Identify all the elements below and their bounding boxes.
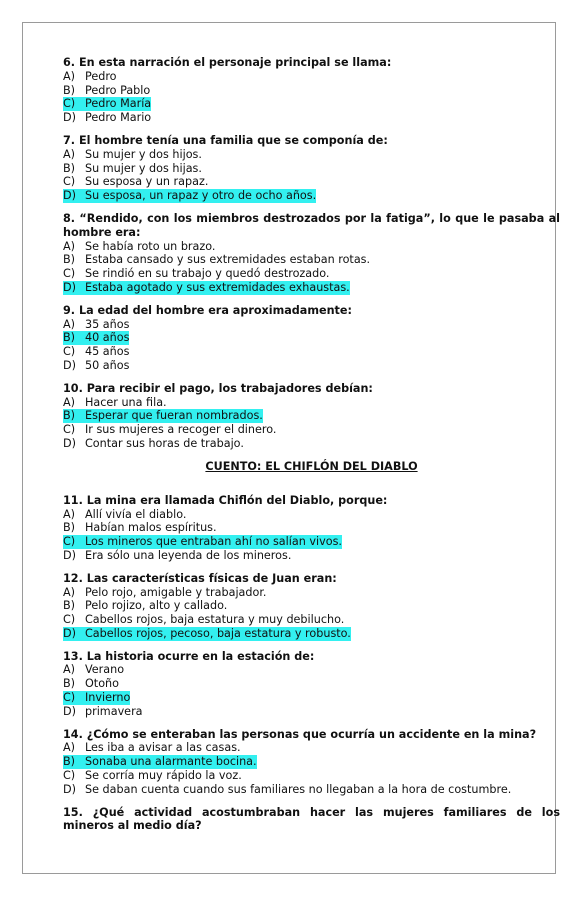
question-title [63, 212, 560, 240]
option-letter: C) [63, 613, 76, 627]
question [63, 806, 560, 834]
question-title [63, 494, 560, 508]
option-text: primavera [85, 704, 143, 718]
question [63, 212, 560, 295]
answer-option[interactable] [63, 97, 560, 111]
option-text: Se había roto un brazo. [85, 239, 216, 253]
question [63, 382, 560, 451]
answer-option[interactable] [63, 755, 560, 769]
answer-option[interactable] [63, 281, 560, 295]
answer-option[interactable] [63, 267, 560, 281]
question-title [63, 572, 560, 586]
answer-option[interactable] [63, 331, 560, 345]
option-text: Verano [85, 663, 125, 677]
answer-line [63, 84, 150, 98]
option-letter: D) [63, 111, 76, 125]
option-letter: A) [63, 585, 76, 599]
option-letter: D) [63, 782, 76, 796]
answer-option[interactable] [63, 175, 560, 189]
question-number: 15. [63, 805, 83, 819]
option-text: Se corría muy rápido la voz. [85, 769, 242, 783]
answer-line [63, 253, 370, 267]
option-letter: C) [63, 423, 76, 437]
selected-answer-highlight [63, 409, 263, 423]
question [63, 134, 560, 203]
answer-option[interactable] [63, 111, 560, 125]
answer-line [63, 549, 291, 563]
question-number: 8. [63, 211, 76, 225]
option-letter: D) [63, 358, 76, 372]
selected-answer-highlight [63, 691, 130, 705]
answer-line [63, 162, 202, 176]
option-letter: B) [63, 83, 76, 97]
option-text: Cabellos rojos, pecoso, baja estatura y robusto. [85, 626, 351, 640]
answer-option[interactable] [63, 318, 560, 332]
answer-option[interactable] [63, 613, 560, 627]
quiz-content [63, 56, 560, 842]
option-text: Hacer una fila. [85, 395, 167, 409]
document-page [22, 22, 560, 874]
option-letter: D) [63, 704, 76, 718]
option-text: Pelo rojizo, alto y callado. [85, 599, 228, 613]
answer-option[interactable] [63, 535, 560, 549]
answer-line [63, 783, 511, 797]
answer-line [63, 240, 215, 254]
option-letter: C) [63, 691, 76, 705]
option-letter: A) [63, 239, 76, 253]
question-text: Para recibir el pago, los trabajadores debían: [86, 381, 373, 395]
option-letter: A) [63, 507, 76, 521]
option-letter: B) [63, 409, 76, 423]
option-letter: B) [63, 677, 76, 691]
question-title [63, 134, 560, 148]
question-group-chiflon-del-diablo [63, 494, 560, 834]
option-text: Era sólo una leyenda de los mineros. [85, 548, 292, 562]
option-text: Contar sus horas de trabajo. [85, 436, 244, 450]
question-group-story-1 [63, 56, 560, 451]
option-text: Pedro Mario [85, 111, 152, 125]
question [63, 304, 560, 373]
answer-option[interactable] [63, 148, 560, 162]
answer-option[interactable] [63, 70, 560, 84]
answer-line [63, 345, 129, 359]
answer-option[interactable] [63, 253, 560, 267]
selected-answer-highlight [63, 331, 129, 345]
answer-option[interactable] [63, 345, 560, 359]
question-text: ¿Qué actividad acostumbraban hacer las mujeres familiares de los mineros al medio día? [63, 805, 560, 833]
question-title [63, 650, 560, 664]
answer-line [63, 599, 227, 613]
answer-option[interactable] [63, 521, 560, 535]
selected-answer-highlight [63, 97, 151, 111]
answer-option[interactable] [63, 409, 560, 423]
question-title [63, 382, 560, 396]
question-number: 12. [63, 571, 83, 585]
question-text: ¿Cómo se enteraban las personas que ocurría un accidente en la mina? [86, 727, 537, 741]
answer-option[interactable] [63, 627, 560, 641]
option-text: 40 años [85, 331, 130, 345]
option-text: Pedro María [85, 97, 152, 111]
answer-option[interactable] [63, 769, 560, 783]
option-text: Pelo rojo, amigable y trabajador. [85, 585, 267, 599]
option-text: Los mineros que entraban ahí no salían vivos. [85, 535, 342, 549]
answer-option[interactable] [63, 705, 560, 719]
answer-option[interactable] [63, 741, 560, 755]
option-text: Su mujer y dos hijas. [85, 161, 202, 175]
answer-option[interactable] [63, 162, 560, 176]
option-text: Pedro [85, 69, 117, 83]
answer-line [63, 508, 186, 522]
option-text: Les iba a avisar a las casas. [85, 741, 241, 755]
selected-answer-highlight [63, 755, 257, 769]
question [63, 572, 560, 641]
answer-line [63, 741, 241, 755]
answer-option[interactable] [63, 677, 560, 691]
option-letter: D) [63, 626, 76, 640]
question-number: 9. [63, 303, 76, 317]
question-text: La historia ocurre en la estación de: [86, 649, 315, 663]
option-text: Sonaba una alarmante bocina. [85, 755, 257, 769]
answer-line [63, 677, 119, 691]
option-text: Su mujer y dos hijos. [85, 147, 202, 161]
option-letter: B) [63, 331, 76, 345]
option-text: Pedro Pablo [85, 83, 151, 97]
answer-line [63, 318, 129, 332]
answer-option[interactable] [63, 599, 560, 613]
answer-line [63, 148, 202, 162]
option-text: 50 años [85, 358, 130, 372]
option-letter: A) [63, 741, 76, 755]
option-letter: A) [63, 663, 76, 677]
option-text: Su esposa y un rapaz. [85, 175, 209, 189]
question [63, 728, 560, 797]
answer-line [63, 359, 129, 373]
answer-line [63, 769, 242, 783]
question-title [63, 806, 560, 834]
option-letter: C) [63, 535, 76, 549]
option-text: Cabellos rojos, baja estatura y muy debilucho. [85, 613, 345, 627]
option-text: Habían malos espíritus. [85, 521, 217, 535]
question-number: 11. [63, 493, 83, 507]
option-text: Esperar que fueran nombrados. [85, 409, 263, 423]
answer-option[interactable] [63, 359, 560, 373]
selected-answer-highlight [63, 535, 342, 549]
section-heading: CUENTO: EL CHIFLÓN DEL DIABLO [205, 459, 418, 473]
option-letter: B) [63, 161, 76, 175]
option-letter: A) [63, 147, 76, 161]
option-letter: D) [63, 189, 76, 203]
answer-line [63, 437, 244, 451]
answer-line [63, 396, 167, 410]
question-title [63, 304, 560, 318]
answer-option[interactable] [63, 240, 560, 254]
answer-option[interactable] [63, 783, 560, 797]
option-letter: A) [63, 317, 76, 331]
answer-line [63, 267, 329, 281]
question [63, 56, 560, 125]
answer-option[interactable] [63, 586, 560, 600]
answer-line [63, 705, 143, 719]
answer-option[interactable] [63, 691, 560, 705]
option-letter: C) [63, 97, 76, 111]
option-text: 35 años [85, 317, 130, 331]
option-text: Su esposa, un rapaz y otro de ocho años. [85, 189, 317, 203]
option-letter: A) [63, 69, 76, 83]
answer-line [63, 613, 344, 627]
question-number: 10. [63, 381, 83, 395]
option-text: Estaba cansado y sus extremidades estaban rotas. [85, 253, 371, 267]
option-letter: C) [63, 175, 76, 189]
question-number: 13. [63, 649, 83, 663]
answer-option[interactable] [63, 508, 560, 522]
option-text: Ir sus mujeres a recoger el dinero. [85, 423, 277, 437]
question-text: Las características físicas de Juan eran: [86, 571, 337, 585]
option-letter: B) [63, 253, 76, 267]
question-text: “Rendido, con los miembros destrozados por la fatiga”, lo que le pasaba al hombre era: [63, 211, 560, 239]
question-number: 6. [63, 56, 76, 69]
answer-option[interactable] [63, 423, 560, 437]
answer-option[interactable] [63, 84, 560, 98]
question [63, 650, 560, 719]
answer-line [63, 111, 151, 125]
answer-line [63, 175, 208, 189]
option-letter: A) [63, 395, 76, 409]
question-number: 7. [63, 133, 76, 147]
answer-option[interactable] [63, 437, 560, 451]
answer-line [63, 521, 217, 535]
option-letter: B) [63, 521, 76, 535]
question-text: En esta narración el personaje principal se llama: [78, 56, 392, 69]
question [63, 494, 560, 563]
question-title [63, 728, 560, 742]
option-letter: D) [63, 280, 76, 294]
question-text: La mina era llamada Chiflón del Diablo, porque: [86, 493, 388, 507]
option-text: Se rindió en su trabajo y quedó destrozado. [85, 267, 330, 281]
answer-option[interactable] [63, 549, 560, 563]
option-letter: D) [63, 548, 76, 562]
option-letter: D) [63, 436, 76, 450]
selected-answer-highlight [63, 627, 351, 641]
option-letter: C) [63, 345, 76, 359]
option-text: Allí vivía el diablo. [85, 507, 187, 521]
answer-option[interactable] [63, 189, 560, 203]
answer-line [63, 663, 124, 677]
answer-line [63, 423, 276, 437]
option-text: Se daban cuenta cuando sus familiares no llegaban a la hora de costumbre. [85, 782, 512, 796]
option-text: Invierno [85, 691, 131, 705]
option-letter: C) [63, 267, 76, 281]
option-letter: B) [63, 599, 76, 613]
answer-line [63, 70, 117, 84]
answer-option[interactable] [63, 396, 560, 410]
selected-answer-highlight [63, 281, 350, 295]
answer-option[interactable] [63, 663, 560, 677]
option-text: 45 años [85, 345, 130, 359]
answer-line [63, 586, 266, 600]
option-text: Estaba agotado y sus extremidades exhaustas. [85, 280, 350, 294]
option-text: Otoño [85, 677, 119, 691]
option-letter: B) [63, 755, 76, 769]
question-text: La edad del hombre era aproximadamente: [78, 303, 352, 317]
option-letter: C) [63, 769, 76, 783]
question-text: El hombre tenía una familia que se componía de: [78, 133, 388, 147]
selected-answer-highlight [63, 189, 316, 203]
question-number: 14. [63, 727, 83, 741]
question-title [63, 56, 560, 70]
